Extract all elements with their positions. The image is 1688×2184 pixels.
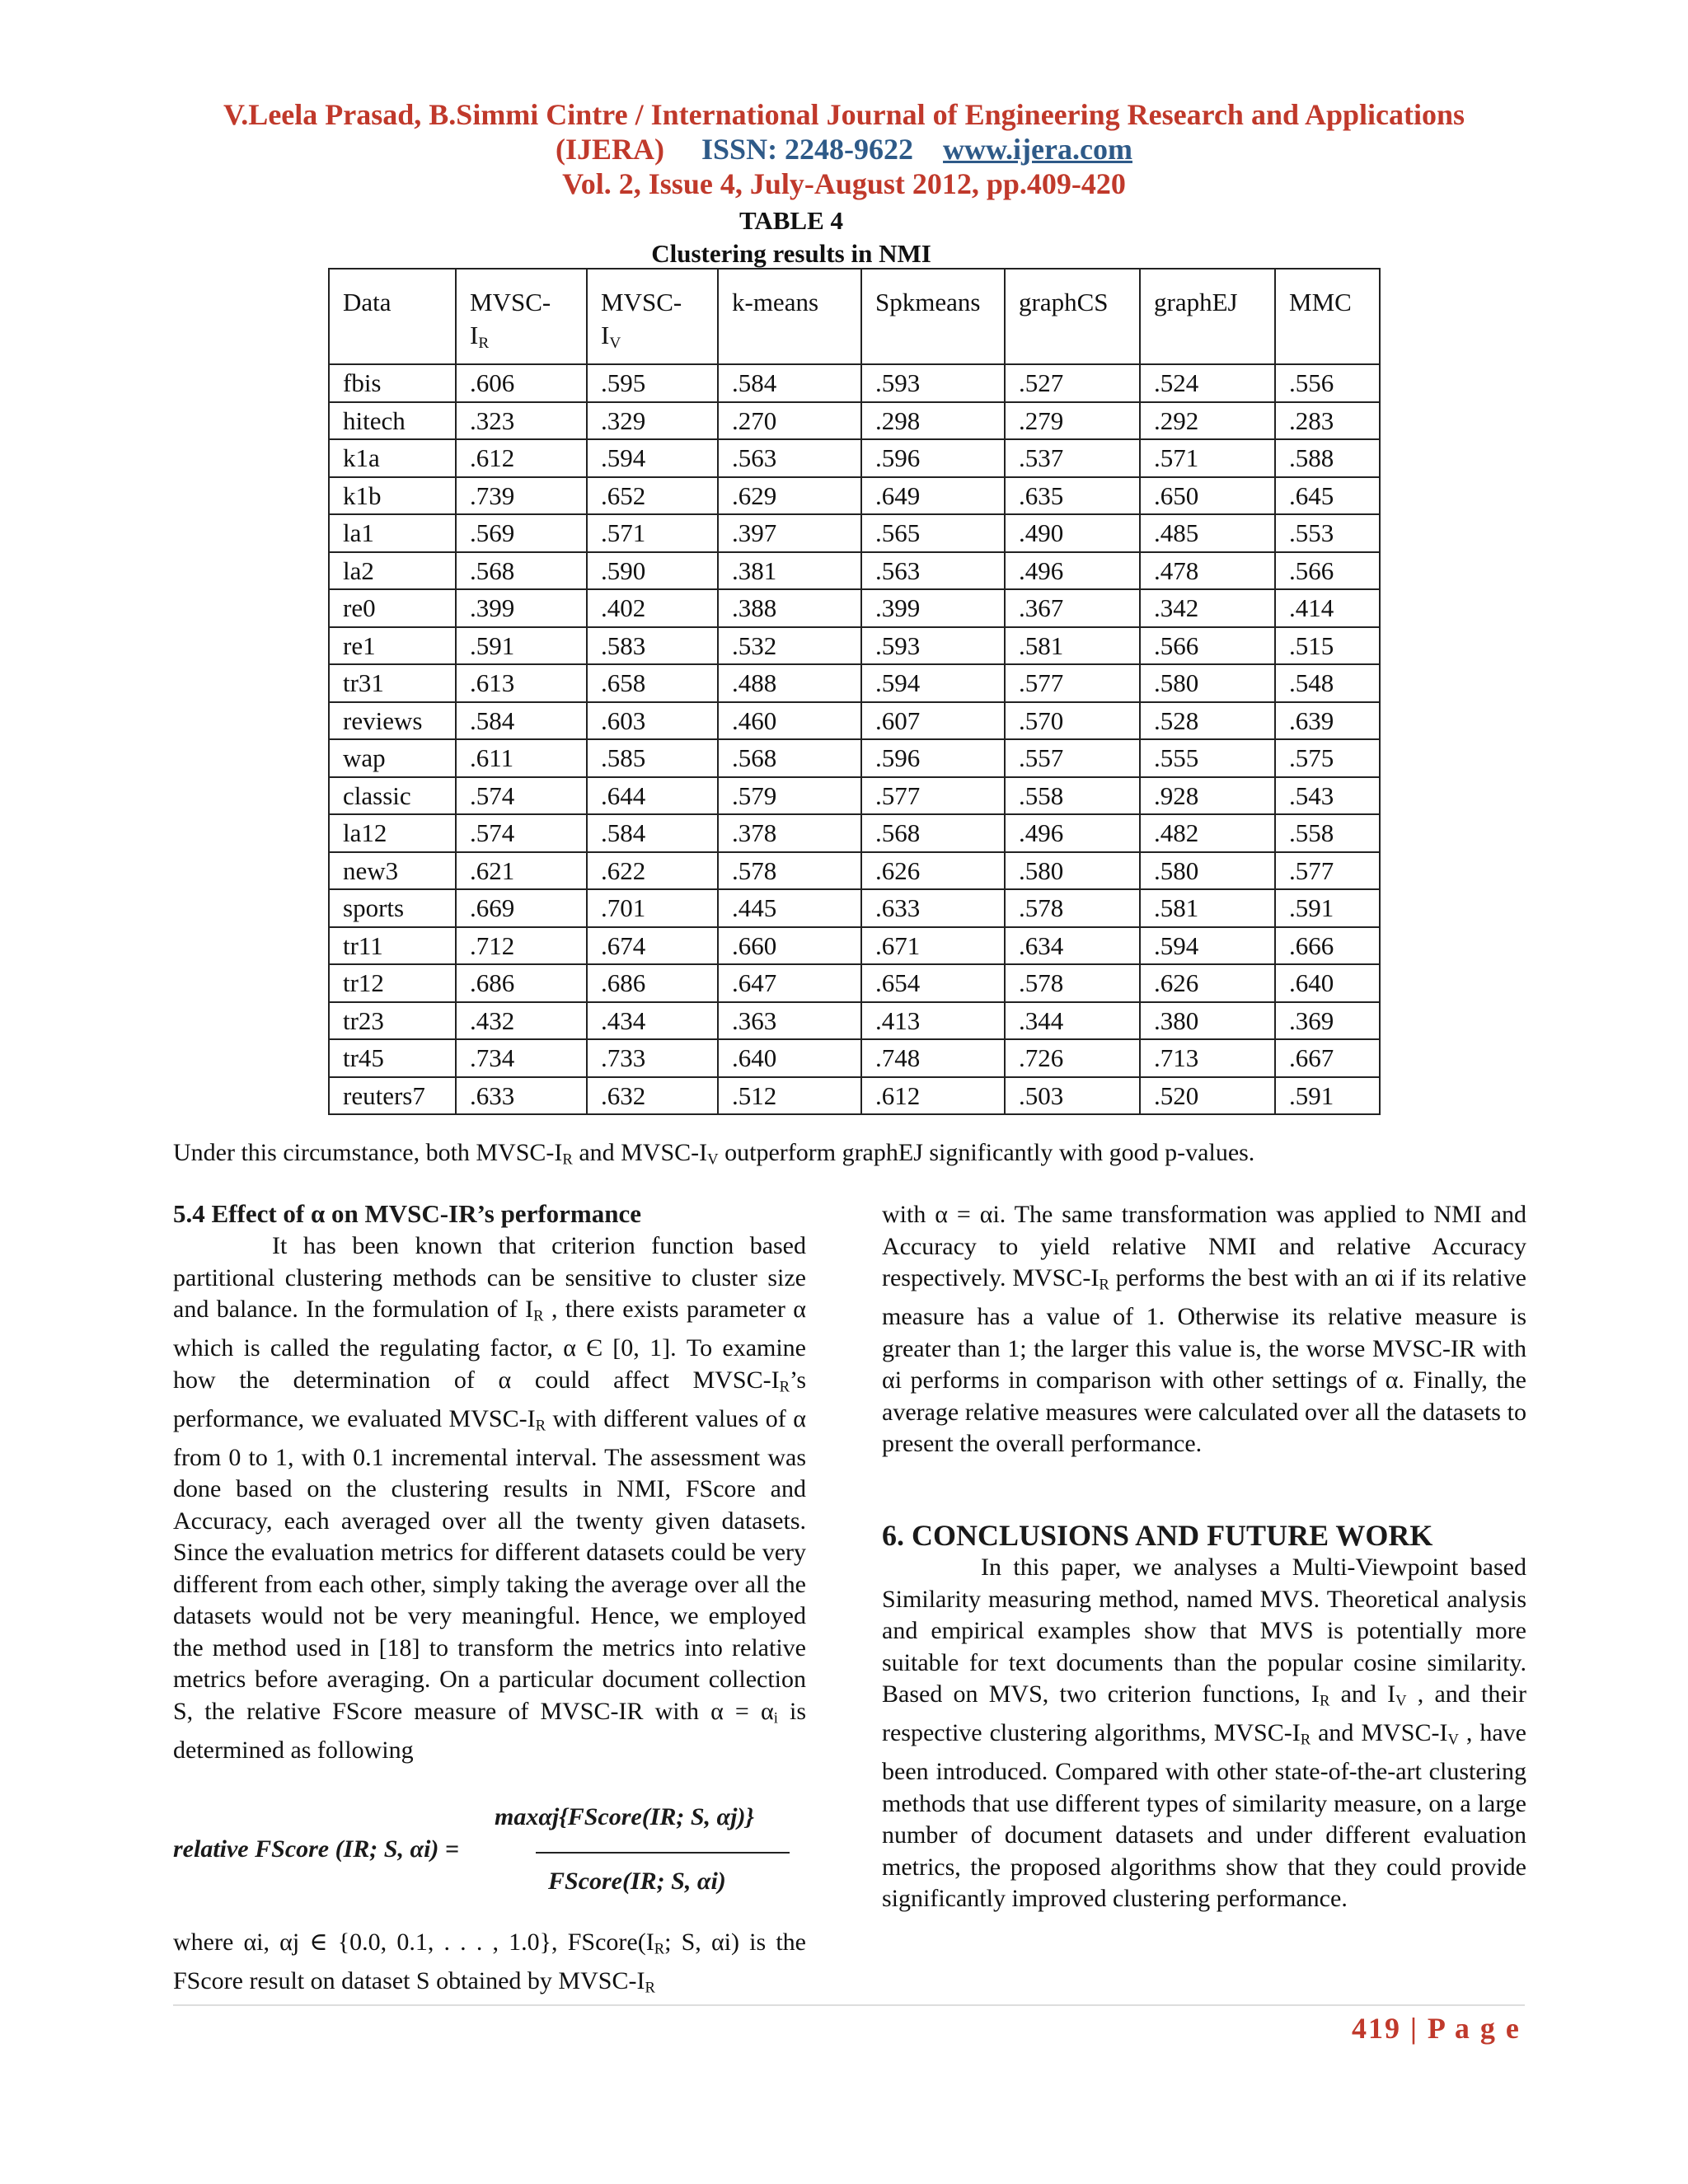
nmi-value-cell: .279 bbox=[1005, 402, 1140, 440]
col-header: MVSC- $I_V$ bbox=[587, 269, 718, 364]
nmi-value-cell: .632 bbox=[587, 1077, 718, 1115]
table-row bbox=[329, 439, 1380, 477]
nmi-value-cell: .569 bbox=[456, 514, 587, 552]
nmi-value-cell: .748 bbox=[861, 1039, 1005, 1077]
nmi-value-cell: .342 bbox=[1140, 589, 1275, 627]
nmi-value-cell: .460 bbox=[718, 702, 861, 740]
nmi-value-cell: .640 bbox=[718, 1039, 861, 1077]
nmi-value-cell: .574 bbox=[456, 777, 587, 815]
dataset-cell: la2 bbox=[329, 552, 456, 590]
equation-lhs: relative FScore (IR; S, αi) = bbox=[173, 1835, 459, 1863]
dataset-cell: reuters7 bbox=[329, 1077, 456, 1115]
nmi-value-cell: .626 bbox=[861, 852, 1005, 890]
nmi-value-cell: .571 bbox=[587, 514, 718, 552]
nmi-value-cell: .270 bbox=[718, 402, 861, 440]
nmi-value-cell: .344 bbox=[1005, 1002, 1140, 1040]
nmi-value-cell: .629 bbox=[718, 477, 861, 515]
nmi-value-cell: .555 bbox=[1140, 739, 1275, 777]
nmi-value-cell: .363 bbox=[718, 1002, 861, 1040]
nmi-value-cell: .593 bbox=[861, 364, 1005, 402]
nmi-value-cell: .578 bbox=[718, 852, 861, 890]
col-header: Spkmeans bbox=[861, 269, 1005, 364]
nmi-value-cell: .594 bbox=[1140, 927, 1275, 965]
nmi-value-cell: .292 bbox=[1140, 402, 1275, 440]
journal-url-link[interactable]: www.ijera.com bbox=[943, 133, 1132, 166]
nmi-value-cell: .652 bbox=[587, 477, 718, 515]
nmi-value-cell: .553 bbox=[1275, 514, 1380, 552]
nmi-value-cell: .595 bbox=[587, 364, 718, 402]
nmi-value-cell: .527 bbox=[1005, 364, 1140, 402]
nmi-value-cell: .654 bbox=[861, 964, 1005, 1002]
nmi-value-cell: .568 bbox=[718, 739, 861, 777]
nmi-value-cell: .647 bbox=[718, 964, 861, 1002]
nmi-value-cell: .563 bbox=[861, 552, 1005, 590]
table-row bbox=[329, 1077, 1380, 1115]
nmi-value-cell: .581 bbox=[1005, 627, 1140, 665]
nmi-value-cell: .593 bbox=[861, 627, 1005, 665]
nmi-value-cell: .434 bbox=[587, 1002, 718, 1040]
nmi-value-cell: .399 bbox=[456, 589, 587, 627]
nmi-value-cell: .577 bbox=[861, 777, 1005, 815]
nmi-value-cell: .686 bbox=[456, 964, 587, 1002]
nmi-value-cell: .633 bbox=[861, 889, 1005, 927]
nmi-value-cell: .482 bbox=[1140, 814, 1275, 852]
nmi-value-cell: .432 bbox=[456, 1002, 587, 1040]
nmi-value-cell: .621 bbox=[456, 852, 587, 890]
table-row bbox=[329, 964, 1380, 1002]
nmi-value-cell: .581 bbox=[1140, 889, 1275, 927]
nmi-value-cell: .713 bbox=[1140, 1039, 1275, 1077]
nmi-value-cell: .399 bbox=[861, 589, 1005, 627]
nmi-value-cell: .329 bbox=[587, 402, 718, 440]
nmi-value-cell: .739 bbox=[456, 477, 587, 515]
dataset-cell: reviews bbox=[329, 702, 456, 740]
nmi-value-cell: .584 bbox=[456, 702, 587, 740]
nmi-value-cell: .650 bbox=[1140, 477, 1275, 515]
nmi-value-cell: .568 bbox=[456, 552, 587, 590]
nmi-value-cell: .388 bbox=[718, 589, 861, 627]
nmi-value-cell: .524 bbox=[1140, 364, 1275, 402]
table-title: Clustering results in NMI bbox=[651, 239, 931, 268]
nmi-value-cell: .488 bbox=[718, 664, 861, 702]
nmi-value-cell: .565 bbox=[861, 514, 1005, 552]
table-row bbox=[329, 739, 1380, 777]
table-row bbox=[329, 477, 1380, 515]
col-header: graphCS bbox=[1005, 269, 1140, 364]
dataset-cell: tr12 bbox=[329, 964, 456, 1002]
journal-abbrev: (IJERA) bbox=[556, 133, 665, 166]
dataset-cell: classic bbox=[329, 777, 456, 815]
nmi-value-cell: .568 bbox=[861, 814, 1005, 852]
table-row bbox=[329, 777, 1380, 815]
nmi-value-cell: .503 bbox=[1005, 1077, 1140, 1115]
nmi-value-cell: .660 bbox=[718, 927, 861, 965]
nmi-value-cell: .585 bbox=[587, 739, 718, 777]
nmi-value-cell: .594 bbox=[861, 664, 1005, 702]
nmi-value-cell: .413 bbox=[861, 1002, 1005, 1040]
nmi-value-cell: .701 bbox=[587, 889, 718, 927]
dataset-cell: fbis bbox=[329, 364, 456, 402]
dataset-cell: tr45 bbox=[329, 1039, 456, 1077]
equation-explanation: where αi, αj ∈ {0.0, 0.1, . . . , 1.0}, $FScore(I_R$; S, αi) is the FScore result on dataset S obtained by MVSC-$I_R$ bbox=[173, 1929, 806, 1997]
nmi-value-cell: .496 bbox=[1005, 814, 1140, 852]
nmi-value-cell: .445 bbox=[718, 889, 861, 927]
footer-divider bbox=[173, 2004, 1525, 2006]
col-header: Data bbox=[329, 269, 456, 364]
dataset-cell: new3 bbox=[329, 852, 456, 890]
dataset-cell: re1 bbox=[329, 627, 456, 665]
nmi-value-cell: .381 bbox=[718, 552, 861, 590]
dataset-cell: la1 bbox=[329, 514, 456, 552]
nmi-value-cell: .578 bbox=[1005, 889, 1140, 927]
nmi-value-cell: .594 bbox=[587, 439, 718, 477]
nmi-value-cell: .613 bbox=[456, 664, 587, 702]
nmi-value-cell: .588 bbox=[1275, 439, 1380, 477]
nmi-value-cell: .528 bbox=[1140, 702, 1275, 740]
nmi-value-cell: .578 bbox=[1005, 964, 1140, 1002]
nmi-value-cell: .644 bbox=[587, 777, 718, 815]
nmi-value-cell: .512 bbox=[718, 1077, 861, 1115]
nmi-value-cell: .603 bbox=[587, 702, 718, 740]
nmi-value-cell: .369 bbox=[1275, 1002, 1380, 1040]
nmi-value-cell: .558 bbox=[1275, 814, 1380, 852]
nmi-value-cell: .622 bbox=[587, 852, 718, 890]
table-row bbox=[329, 402, 1380, 440]
nmi-value-cell: .557 bbox=[1005, 739, 1140, 777]
nmi-value-cell: .579 bbox=[718, 777, 861, 815]
dataset-cell: wap bbox=[329, 739, 456, 777]
nmi-value-cell: .584 bbox=[718, 364, 861, 402]
nmi-value-cell: .397 bbox=[718, 514, 861, 552]
col-header: graphEJ bbox=[1140, 269, 1275, 364]
table-row bbox=[329, 552, 1380, 590]
nmi-value-cell: .639 bbox=[1275, 702, 1380, 740]
nmi-value-cell: .611 bbox=[456, 739, 587, 777]
nmi-value-cell: .633 bbox=[456, 1077, 587, 1115]
nmi-value-cell: .580 bbox=[1005, 852, 1140, 890]
nmi-value-cell: .566 bbox=[1140, 627, 1275, 665]
dataset-cell: k1b bbox=[329, 477, 456, 515]
dataset-cell: tr31 bbox=[329, 664, 456, 702]
section-6-heading: 6. CONCLUSIONS AND FUTURE WORK bbox=[882, 1519, 1433, 1552]
col-header: MVSC- $I_R$ bbox=[456, 269, 587, 364]
nmi-value-cell: .580 bbox=[1140, 664, 1275, 702]
nmi-value-cell: .402 bbox=[587, 589, 718, 627]
nmi-value-cell: .726 bbox=[1005, 1039, 1140, 1077]
nmi-value-cell: .496 bbox=[1005, 552, 1140, 590]
table-row bbox=[329, 927, 1380, 965]
nmi-value-cell: .532 bbox=[718, 627, 861, 665]
dataset-cell: la12 bbox=[329, 814, 456, 852]
nmi-value-cell: .733 bbox=[587, 1039, 718, 1077]
dataset-cell: tr23 bbox=[329, 1002, 456, 1040]
journal-header-line1: V.Leela Prasad, B.Simmi Cintre / International Journal of Engineering Research and Applications bbox=[223, 98, 1465, 131]
nmi-value-cell: .298 bbox=[861, 402, 1005, 440]
table-row bbox=[329, 1002, 1380, 1040]
nmi-value-cell: .520 bbox=[1140, 1077, 1275, 1115]
nmi-value-cell: .563 bbox=[718, 439, 861, 477]
section-5-4-paragraph: It has been known that criterion function based partitional clustering methods can be sensitive to cluster size and balance. In the formulation of $I_R$ , there exists parameter α which is called the regulating factor, α Є [0, 1]. To examine how the determination of α could affect MVSC-$I_R’s$ performance, we evaluated MVSC-$I_R$ with different values of α from 0 to 1, with 0.1 incremental interval. The assessment was done based on the clustering results in NMI, FScore and Accuracy, each averaged over all the twenty given datasets. Since the evaluation metrics for different datasets could be very different from each other, simply taking the average over all the datasets would not be very meaningful. Hence, we employed the method used in [18] to transform the metrics into relative metrics before averaging. On a particular document collection S, the relative FScore measure of MVSC-IR with $\alpha = \alpha_i$ is determined as following bbox=[173, 1232, 806, 1765]
nmi-value-cell: .537 bbox=[1005, 439, 1140, 477]
dataset-cell: tr11 bbox=[329, 927, 456, 965]
nmi-value-cell: .686 bbox=[587, 964, 718, 1002]
summary-sentence: Under this circumstance, both MVSC-$I_R$ and MVSC-$I_V$ outperform graphEJ significantly with good p-values. bbox=[173, 1139, 1255, 1169]
table-row bbox=[329, 589, 1380, 627]
nmi-value-cell: .591 bbox=[1275, 889, 1380, 927]
nmi-value-cell: .667 bbox=[1275, 1039, 1380, 1077]
nmi-value-cell: .734 bbox=[456, 1039, 587, 1077]
page-number: 419 | P a g e bbox=[1352, 2012, 1521, 2045]
nmi-value-cell: .515 bbox=[1275, 627, 1380, 665]
table-row bbox=[329, 514, 1380, 552]
conclusions-paragraph: In this paper, we analyses a Multi-Viewpoint based Similarity measuring method, named MVS. Theoretical analysis and empirical examples show that MVS is potentially more suitable for text documents than the popular cosine similarity. Based on MVS, two criterion functions, $I_R$ and $I_V$ , and their respective clustering algorithms, MVSC-$I_R$ and MVSC-$I_V$ , have been introduced. Compared with other state-of-the-art clustering methods that use different types of similarity measure, on a large number of document datasets and under different evaluation metrics, the proposed algorithms show that they could provide significantly improved clustering performance. bbox=[882, 1554, 1526, 1913]
nmi-value-cell: .612 bbox=[456, 439, 587, 477]
table-row bbox=[329, 1039, 1380, 1077]
nmi-value-cell: .543 bbox=[1275, 777, 1380, 815]
table-row bbox=[329, 702, 1380, 740]
nmi-value-cell: .591 bbox=[456, 627, 587, 665]
table-row bbox=[329, 814, 1380, 852]
nmi-value-cell: .570 bbox=[1005, 702, 1140, 740]
table-row bbox=[329, 364, 1380, 402]
nmi-value-cell: .485 bbox=[1140, 514, 1275, 552]
nmi-value-cell: .490 bbox=[1005, 514, 1140, 552]
nmi-value-cell: .323 bbox=[456, 402, 587, 440]
nmi-value-cell: .574 bbox=[456, 814, 587, 852]
nmi-value-cell: .575 bbox=[1275, 739, 1380, 777]
nmi-value-cell: .649 bbox=[861, 477, 1005, 515]
nmi-value-cell: .607 bbox=[861, 702, 1005, 740]
nmi-value-cell: .583 bbox=[587, 627, 718, 665]
nmi-value-cell: .590 bbox=[587, 552, 718, 590]
fraction-bar bbox=[536, 1852, 790, 1854]
col-header: MMC bbox=[1275, 269, 1380, 364]
table-caption: TABLE 4 bbox=[738, 206, 844, 235]
nmi-value-cell: .577 bbox=[1005, 664, 1140, 702]
nmi-value-cell: .658 bbox=[587, 664, 718, 702]
nmi-value-cell: .596 bbox=[861, 439, 1005, 477]
nmi-value-cell: .283 bbox=[1275, 402, 1380, 440]
nmi-value-cell: .928 bbox=[1140, 777, 1275, 815]
dataset-cell: hitech bbox=[329, 402, 456, 440]
nmi-value-cell: .558 bbox=[1005, 777, 1140, 815]
nmi-value-cell: .669 bbox=[456, 889, 587, 927]
right-column-paragraph: with α = αi. The same transformation was applied to NMI and Accuracy to yield relative NMI and relative Accuracy respectively. MVSC-$I_R$ performs the best with an αi if its relative measure has a value of 1. Otherwise its relative measure is greater than 1; the larger this value is, the worse MVSC-IR with αi performs in comparison with other settings of α. Finally, the average relative measures were calculated over all the datasets to present the overall performance. bbox=[882, 1201, 1527, 1458]
table-row bbox=[329, 889, 1380, 927]
nmi-value-cell: .580 bbox=[1140, 852, 1275, 890]
table-row bbox=[329, 852, 1380, 890]
nmi-value-cell: .566 bbox=[1275, 552, 1380, 590]
table-header-row bbox=[329, 269, 1380, 364]
nmi-value-cell: .645 bbox=[1275, 477, 1380, 515]
nmi-value-cell: .577 bbox=[1275, 852, 1380, 890]
nmi-value-cell: .634 bbox=[1005, 927, 1140, 965]
table-row bbox=[329, 627, 1380, 665]
nmi-value-cell: .606 bbox=[456, 364, 587, 402]
nmi-value-cell: .584 bbox=[587, 814, 718, 852]
equation-numerator: maxαj{FScore(IR; S, αj)} bbox=[495, 1803, 754, 1830]
nmi-value-cell: .712 bbox=[456, 927, 587, 965]
nmi-value-cell: .591 bbox=[1275, 1077, 1380, 1115]
journal-header-line2 bbox=[0, 132, 1688, 166]
nmi-value-cell: .367 bbox=[1005, 589, 1140, 627]
table-row bbox=[329, 664, 1380, 702]
nmi-value-cell: .674 bbox=[587, 927, 718, 965]
nmi-value-cell: .666 bbox=[1275, 927, 1380, 965]
nmi-value-cell: .626 bbox=[1140, 964, 1275, 1002]
dataset-cell: sports bbox=[329, 889, 456, 927]
section-5-4-heading: 5.4 Effect of α on MVSC-IR’s performance bbox=[173, 1199, 641, 1228]
nmi-value-cell: .640 bbox=[1275, 964, 1380, 1002]
nmi-value-cell: .671 bbox=[861, 927, 1005, 965]
col-header: k-means bbox=[718, 269, 861, 364]
nmi-value-cell: .635 bbox=[1005, 477, 1140, 515]
dataset-cell: k1a bbox=[329, 439, 456, 477]
nmi-value-cell: .378 bbox=[718, 814, 861, 852]
nmi-value-cell: .596 bbox=[861, 739, 1005, 777]
journal-header-line3: Vol. 2, Issue 4, July-August 2012, pp.409-420 bbox=[562, 167, 1126, 200]
nmi-value-cell: .612 bbox=[861, 1077, 1005, 1115]
dataset-cell: re0 bbox=[329, 589, 456, 627]
nmi-value-cell: .414 bbox=[1275, 589, 1380, 627]
nmi-value-cell: .380 bbox=[1140, 1002, 1275, 1040]
nmi-results-table bbox=[328, 268, 1381, 1115]
issn: ISSN: 2248-9622 bbox=[701, 133, 914, 166]
equation-denominator: FScore(IR; S, αi) bbox=[548, 1868, 726, 1895]
nmi-value-cell: .548 bbox=[1275, 664, 1380, 702]
nmi-value-cell: .478 bbox=[1140, 552, 1275, 590]
nmi-value-cell: .571 bbox=[1140, 439, 1275, 477]
nmi-value-cell: .556 bbox=[1275, 364, 1380, 402]
